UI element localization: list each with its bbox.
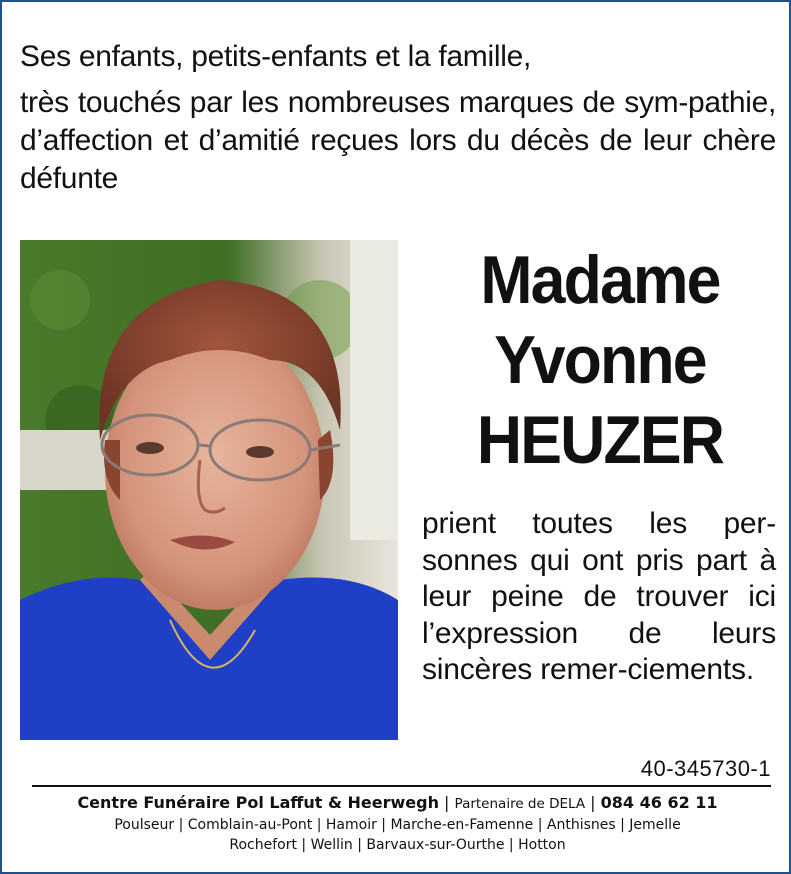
thanks-paragraph: prient toutes les per-sonnes qui ont pris part à leur peine de trouver ici l’expression de leurs sincères remer-ciements. [422,507,776,686]
separator: | [444,793,450,812]
deceased-name [436,240,764,480]
intro-text [20,38,776,198]
separator: | [590,793,596,812]
phone-number: 084 46 62 11 [600,793,718,812]
company-name: Centre Funéraire Pol Laffut & Heerwegh [77,793,439,812]
partner-text: Partenaire de DELA [454,796,586,812]
deceased-first-name: Yvonne [494,322,706,398]
footer-company-line [2,792,791,815]
footer-locations-1: Poulseur | Comblain-au-Pont | Hamoir | Marche-en-Famenne | Anthisnes | Jemelle [114,817,681,833]
reference-number: 40-345730-1 [640,756,771,781]
footer-locations-2: Rochefort | Wellin | Barvaux-sur-Ourthe | Hotton [229,837,566,853]
intro-line-thanks: très touchés par les nombreuses marques de sym-pathie, d’affection et d’amitié reçues lors du décès de leur chère défunte [20,86,776,195]
divider [32,785,771,787]
portrait-photo [20,240,398,740]
intro-line-family: Ses enfants, petits-enfants et la famille, [20,40,532,73]
deceased-title: Madame [480,242,720,318]
deceased-last-name: HEUZER [476,402,724,478]
